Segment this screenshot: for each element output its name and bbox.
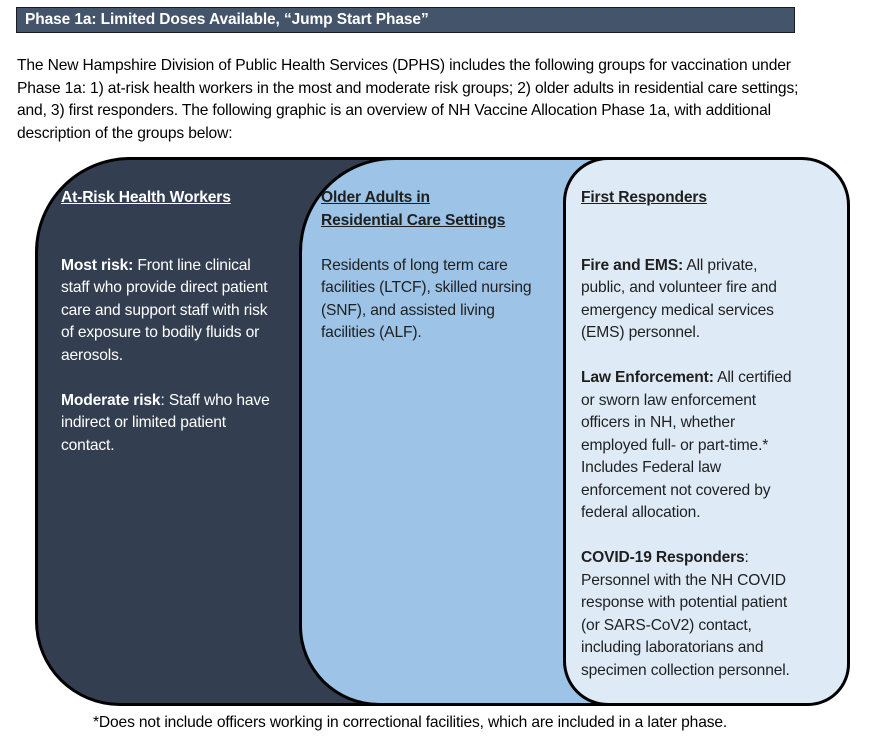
- text: officers in NH, whether: [581, 414, 735, 431]
- text: or sworn law enforcement: [581, 391, 756, 409]
- older-adults-title: Residential Care Settings: [321, 211, 506, 229]
- older-adults-content: [321, 187, 531, 345]
- text: federal allocation.: [581, 504, 701, 521]
- covid-responders-line: [581, 547, 791, 570]
- intro-line: Phase 1a: 1) at-risk health workers in the most and moderate risk groups; 2) older adults in residential care settings;: [17, 79, 799, 97]
- text: indirect or limited patient: [61, 414, 226, 431]
- text: of exposure to bodily fluids or: [61, 324, 260, 341]
- text: (EMS) personnel.: [581, 324, 700, 341]
- intro-paragraph: [17, 55, 872, 146]
- text: Residents of long term care: [321, 256, 508, 274]
- text: public, and volunteer fire and: [581, 279, 777, 296]
- older-adults-title: Older Adults in: [321, 189, 430, 206]
- moderate-risk-label: Moderate risk: [61, 391, 161, 409]
- fire-ems-line: [581, 255, 791, 278]
- text: facilities (ALF).: [321, 324, 422, 341]
- law-enforcement-line: [581, 367, 791, 390]
- text: All private,: [683, 256, 758, 274]
- health-workers-title: At-Risk Health Workers: [61, 189, 231, 206]
- text: All certified: [713, 369, 792, 386]
- text: specimen collection personnel.: [581, 661, 790, 679]
- text: care and support staff with risk: [61, 301, 268, 319]
- covid-responders-label: COVID-19 Responders: [581, 549, 745, 566]
- text: : Staff who have: [160, 391, 270, 409]
- text: contact.: [61, 436, 115, 454]
- text: Front line clinical: [133, 256, 251, 274]
- text: Includes Federal law: [581, 459, 722, 476]
- first-responders-content: [581, 187, 791, 682]
- text: emergency medical services: [581, 301, 774, 319]
- fire-ems-label: Fire and EMS:: [581, 256, 684, 274]
- moderate-risk-line: [61, 390, 270, 413]
- text: including laboratorians and: [581, 639, 764, 656]
- intro-line: and, 3) first responders. The following graphic is an overview of NH Vaccine Allocation Phase 1a, with additional: [17, 102, 771, 120]
- first-responders-title: First Responders: [581, 189, 707, 206]
- most-risk-line: [61, 255, 270, 278]
- health-workers-content: [61, 187, 270, 457]
- intro-line: description of the groups below:: [17, 125, 233, 143]
- text: response with potential patient: [581, 594, 788, 611]
- text: (or SARS-CoV2) contact,: [581, 616, 752, 634]
- text: staff who provide direct patient: [61, 279, 268, 296]
- section-header: Phase 1a: Limited Doses Available, “Jump Start Phase”: [16, 7, 795, 33]
- text: Personnel with the NH COVID: [581, 571, 786, 589]
- text: :: [744, 549, 749, 566]
- footnote: *Does not include officers working in correctional facilities, which are included in a later phase.: [93, 714, 728, 731]
- law-enforcement-label: Law Enforcement:: [581, 369, 714, 386]
- text: facilities (LTCF), skilled nursing: [321, 279, 532, 296]
- text: employed full- or part-time.*: [581, 436, 769, 454]
- text: enforcement not covered by: [581, 481, 771, 499]
- text: (SNF), and assisted living: [321, 301, 495, 319]
- intro-line: The New Hampshire Division of Public Health Services (DPHS) includes the following groups for vaccination under: [17, 57, 791, 74]
- text: aerosols.: [61, 346, 123, 364]
- most-risk-label: Most risk:: [61, 256, 134, 274]
